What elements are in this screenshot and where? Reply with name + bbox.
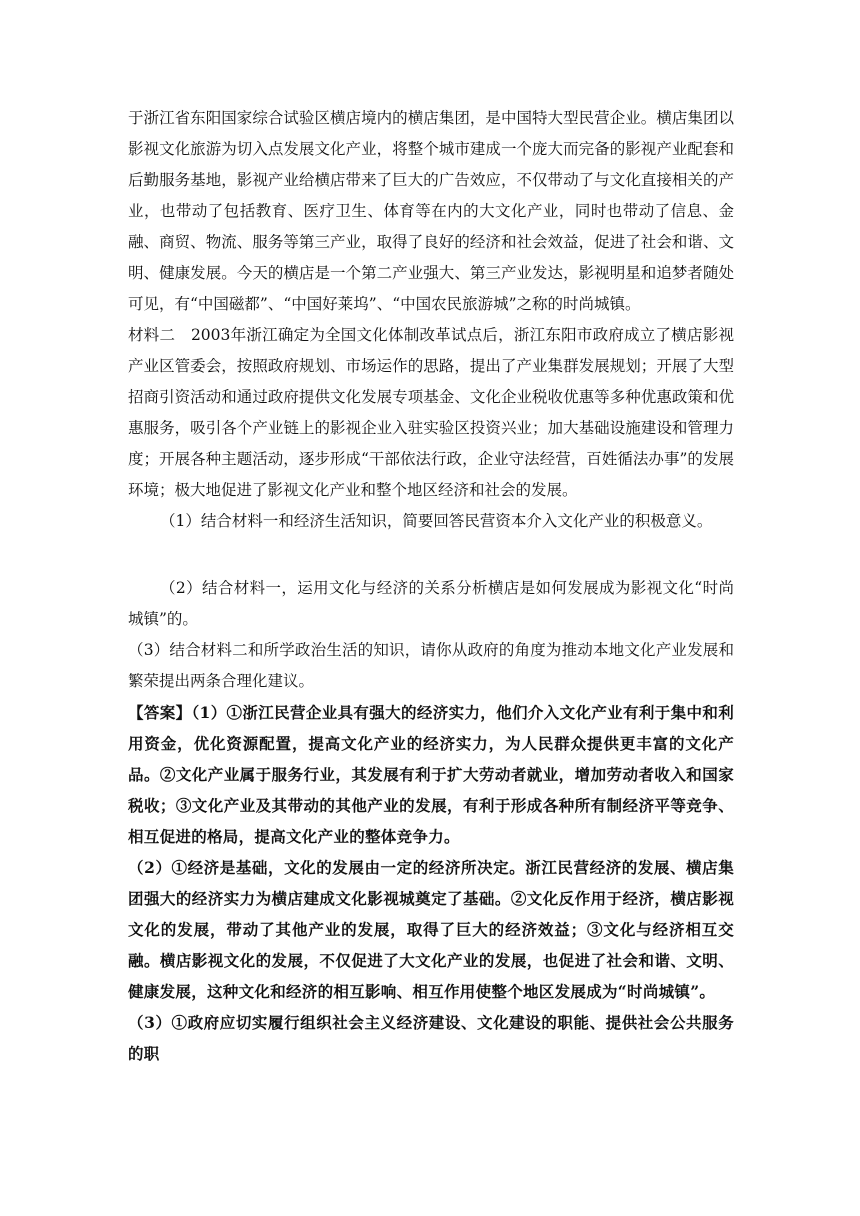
material-two-paragraph: 材料二 2003年浙江确定为全国文化体制改革试点后，浙江东阳市政府成立了横店影视产业区管委会，按照政府规划、市场运作的思路，提出了产业集群发展规划；开展了大型招商引资活动和通过政府提供文化发展专项基金、文化企业税收优惠等多种优惠政策和优惠服务，吸引各个产业链上的影视企业入驻实验区投资兴业；加大基础设施建设和管理力度；开展各种主题活动，逐步形成“干部依法行政，企业守法经营，百姓循法办事”的发展环境；极大地促进了影视文化产业和整个地区经济和社会的发展。 <box>128 326 734 499</box>
document-body <box>128 103 734 1069</box>
answer-label: 【答案】 <box>128 703 192 722</box>
answer-space <box>128 537 734 573</box>
question-1: （1）结合材料一和经济生活知识，简要回答民营资本介入文化产业的积极意义。 <box>160 512 713 530</box>
question-2: （2）结合材料一，运用文化与经济的关系分析横店是如何发展成为影视文化“时尚城镇”的。 <box>128 579 734 628</box>
answer-1 <box>128 697 734 852</box>
question-3: （3）结合材料二和所学政治生活的知识，请你从政府的角度为推动本地文化产业发展和繁荣提出两条合理化建议。 <box>128 641 734 690</box>
answer-3: （3）①政府应切实履行组织社会主义经济建设、文化建设的职能、提供社会公共服务的职 <box>128 1013 734 1063</box>
material-one-paragraph: 于浙江省东阳国家综合试验区横店境内的横店集团，是中国特大型民营企业。横店集团以影视文化旅游为切入点发展文化产业，将整个城市建成一个庞大而完备的影视产业配套和后勤服务基地，影视产业给横店带来了巨大的广告效应，不仅带动了与文化直接相关的产业，也带动了包括教育、医疗卫生、体育等在内的大文化产业，同时也带动了信息、金融、商贸、物流、服务等第三产业，取得了良好的经济和社会效益，促进了社会和谐、文明、健康发展。今天的横店是一个第二产业强大、第三产业发达，影视明星和追梦者随处可见，有“中国磁都”、“中国好莱坞”、“中国农民旅游城”之称的时尚城镇。 <box>128 109 734 313</box>
answer-2: （2）①经济是基础，文化的发展由一定的经济所决定。浙江民营经济的发展、横店集团强大的经济实力为横店建成文化影视城奠定了基础。②文化反作用于经济，横店影视文化的发展，带动了其他产业的发展，取得了巨大的经济效益；③文化与经济相互交融。横店影视文化的发展，不仅促进了大文化产业的发展，也促进了社会和谐、文明、健康发展，这种文化和经济的相互影响、相互作用使整个地区发展成为“时尚城镇”。 <box>128 858 734 1001</box>
answer-1-text: （1）①浙江民营企业具有强大的经济实力，他们介入文化产业有利于集中和利用资金，优化资源配置，提高文化产业的经济实力，为人民群众提供更丰富的文化产品。②文化产业属于服务行业，其发展有利于扩大劳动者就业，增加劳动者收入和国家税收；③文化产业及其带动的其他产业的发展，有利于形成各种所有制经济平等竞争、相互促进的格局，提高文化产业的整体竞争力。 <box>128 703 734 846</box>
